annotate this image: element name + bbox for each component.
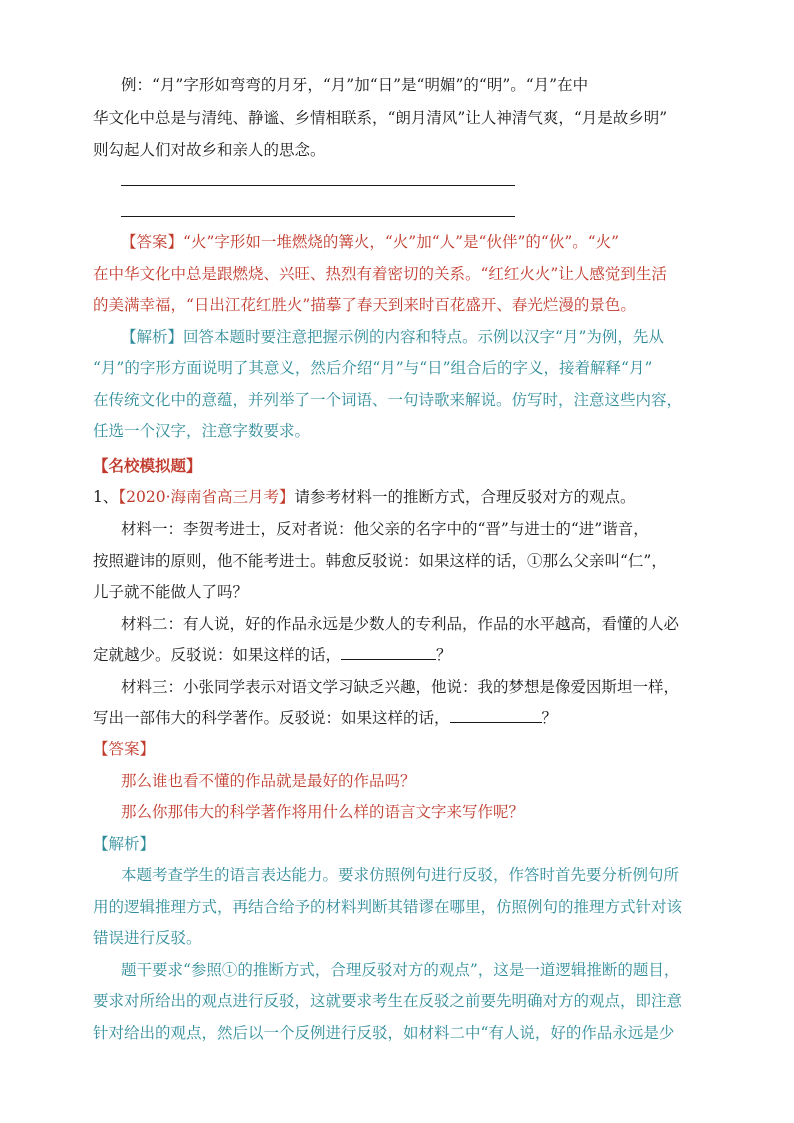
material-2-text: 定就越少。反驳说：如果这样的话， (93, 646, 342, 664)
answer-1-line-2: 在中华文化中总是跟燃烧、兴旺、热烈有着密切的关系。“红红火火”让人感觉到生活 (93, 265, 667, 283)
question-prompt: 请参考材料一的推断方式，合理反驳对方的观点。 (294, 488, 636, 506)
example-line-2: 华文化中总是与清纯、静谧、乡情相联系，“朗月清风”让人神清气爽，“月是故乡明” (93, 109, 668, 127)
material-2-line-1: 材料二：有人说，好的作品永远是少数人的专利品，作品的水平越高，看懂的人必 (121, 615, 680, 633)
answer-2-tag: 【答案】 (93, 740, 156, 758)
question-number: 1、 (93, 488, 119, 506)
analysis-1-line-1 (121, 327, 664, 347)
material-3-text: 写出一部伟大的科学著作。反驳说：如果这样的话， (93, 709, 450, 727)
analysis-1-line-2: “月”的字形方面说明了其意义，然后介绍“月”与“日”组合后的字义，接着解释“月” (93, 359, 653, 377)
example-line-1: 例：“月”字形如弯弯的月牙，“月”加“日”是“明媚”的“明”。“月”在中 (121, 76, 589, 94)
question-1-header (93, 487, 636, 507)
material-2-end: ？ (436, 646, 452, 664)
material-1-line-1: 材料一：李贺考进士，反对者说：他父亲的名字中的“晋”与进士的“进”谐音， (121, 520, 649, 538)
answer-1-line-1 (121, 232, 619, 252)
analysis-2-p1-line-1: 本题考查学生的语言表达能力。要求仿照例句进行反驳，作答时首先要分析例句所 (121, 866, 680, 884)
answer-2-line-2: 那么你那伟大的科学著作将用什么样的语言文字来写作呢？ (121, 803, 525, 821)
answer-writing-line-2 (121, 216, 515, 217)
analysis-2-p2-line-3: 针对给出的观点，然后以一个反例进行反驳，如材料二中“有人说，好的作品永远是少 (93, 1024, 675, 1042)
example-line-3: 则勾起人们对故乡和亲人的思念。 (93, 141, 326, 159)
material-2-line-2 (93, 645, 452, 665)
analysis-2-p2-line-2: 要求对所给出的观点进行反驳，这就要求考生在反驳之前要先明确对方的观点，即注意 (93, 992, 683, 1010)
answer-1-line-3: 的美满幸福，“日出江花红胜火”描摹了春天到来时百花盛开、春光烂漫的景色。 (93, 296, 636, 314)
section-title: 【名校模拟题】 (93, 456, 202, 475)
analysis-1-line-3: 在传统文化中的意蕴，并列举了一个词语、一句诗歌来解说。仿写时，注意这些内容， (93, 391, 683, 409)
material-1-line-3: 儿子就不能做人了吗？ (93, 583, 249, 601)
analysis-1-line-4: 任选一个汉字，注意字数要求。 (93, 422, 311, 440)
material-3-line-2 (93, 708, 557, 728)
analysis-2-tag: 【解析】 (93, 835, 156, 853)
analysis-tag: 【解析】 (121, 328, 184, 346)
material-2-blank[interactable] (341, 645, 436, 660)
answer-writing-line-1 (121, 185, 515, 186)
analysis-2-p1-line-3: 错误进行反驳。 (93, 929, 202, 947)
analysis-2-p1-line-2: 用的逻辑推理方式，再结合给予的材料判断其错谬在哪里，仿照例句的推理方式针对该 (93, 898, 683, 916)
answer-1-text: “火”字形如一堆燃烧的篝火，“火”加“人”是“伙伴”的“伙”。“火” (183, 233, 620, 251)
material-1-line-2: 按照避讳的原则，他不能考进士。韩愈反驳说：如果这样的话，①那么父亲叫“仁”， (93, 552, 667, 570)
answer-2-line-1: 那么谁也看不懂的作品就是最好的作品吗？ (121, 772, 416, 790)
analysis-2-p2-line-1: 题干要求“参照①的推断方式，合理反驳对方的观点”，这是一道逻辑推断的题目， (121, 961, 680, 979)
material-3-line-1: 材料三：小张同学表示对语文学习缺乏兴趣，他说：我的梦想是像爱因斯坦一样， (121, 678, 680, 696)
material-3-blank[interactable] (450, 708, 542, 723)
analysis-1-text: 回答本题时要注意把握示例的内容和特点。示例以汉字“月”为例，先从 (183, 328, 664, 346)
answer-tag: 【答案】 (121, 233, 184, 251)
question-source: 【2020·海南省高三月考】 (118, 488, 295, 506)
material-3-end: ？ (541, 709, 558, 727)
